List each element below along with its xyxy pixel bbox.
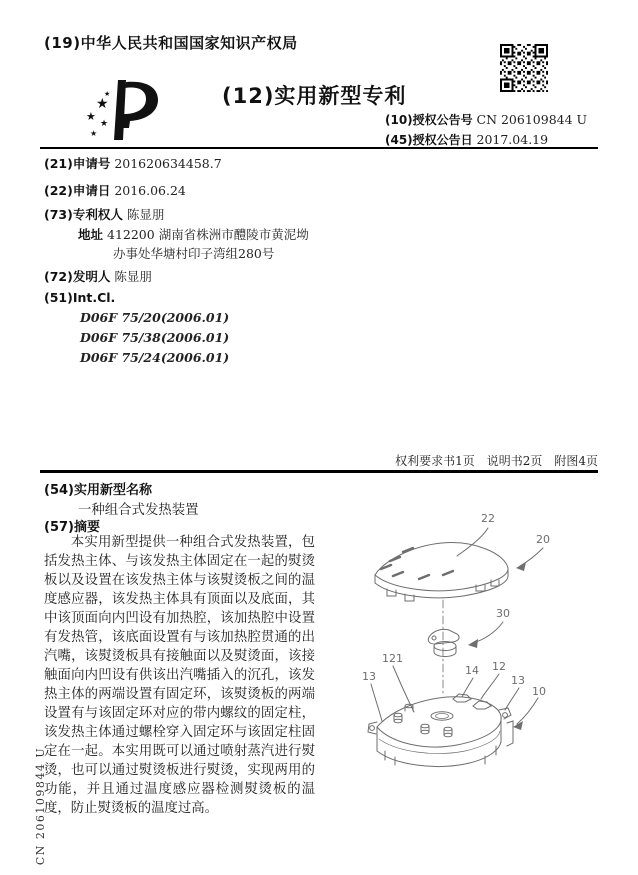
patentee-value: 陈显朋 xyxy=(126,207,165,222)
header-divider xyxy=(40,147,598,149)
intcl-label: (51)Int.Cl. xyxy=(44,290,116,305)
application-date-row xyxy=(44,181,186,199)
classification-3: D06F 75/24(2006.01) xyxy=(80,350,230,365)
margin-document-number: CN 206109844 U xyxy=(34,746,47,866)
publication-date-label: (45)授权公告日 xyxy=(385,133,473,147)
application-date-label: (22)申请日 xyxy=(44,183,111,198)
pages-summary: 权利要求书1页 说明书2页 附图4页 xyxy=(395,454,598,468)
figure-ref-label-12: 12 xyxy=(492,660,506,673)
figure-ref-label-13-right: 13 xyxy=(511,674,525,687)
section-divider xyxy=(40,470,598,473)
figure-ref-label-121: 121 xyxy=(382,652,403,665)
classification-1: D06F 75/20(2006.01) xyxy=(80,310,230,325)
publication-block xyxy=(385,110,587,150)
figure-ref-label-22: 22 xyxy=(481,512,495,525)
svg-text:★: ★ xyxy=(100,119,109,129)
patentee-row xyxy=(44,205,164,223)
figure-ref-label-20: 20 xyxy=(536,533,550,546)
svg-text:★: ★ xyxy=(104,90,111,98)
publication-number-label: (10)授权公告号 xyxy=(385,113,473,127)
application-date-value: 2016.06.24 xyxy=(114,183,186,198)
application-number-value: 201620634458.7 xyxy=(114,156,222,171)
publication-date-value: 2017.04.19 xyxy=(476,132,549,147)
publication-number-value: CN 206109844 U xyxy=(476,112,588,127)
classification-2: D06F 75/38(2006.01) xyxy=(80,330,230,345)
application-number-label: (21)申请号 xyxy=(44,156,111,171)
address-row-2 xyxy=(113,244,274,262)
inventor-label: (72)发明人 xyxy=(44,269,111,284)
svg-text:★: ★ xyxy=(96,96,109,112)
issuing-office: (19)中华人民共和国国家知识产权局 xyxy=(44,34,298,52)
svg-text:★: ★ xyxy=(90,129,98,138)
qr-code-icon xyxy=(500,44,548,92)
document-type-title: (12)实用新型专利 xyxy=(222,84,407,108)
figure-ref-label-13-left: 13 xyxy=(362,670,376,683)
publication-number-row xyxy=(385,110,587,130)
cnipa-logo-icon xyxy=(66,78,176,146)
address-line1: 412200 湖南省株洲市醴陵市黄泥坳 xyxy=(107,227,309,242)
svg-text:★: ★ xyxy=(86,110,96,123)
invention-title: 一种组合式发热装置 xyxy=(78,503,199,518)
inventor-value: 陈显朋 xyxy=(114,269,152,284)
title-section-label: (54)实用新型名称 xyxy=(44,483,152,498)
abstract-text: 本实用新型提供一种组合式发热装置，包括发热主体、与该发热主体固定在一起的熨烫板以及设置在该发热主体与该熨烫板之间的温度感应器，该发热主体具有顶面以及底面，其中该顶面向内凹设有加热腔，该加热腔中设置有发热管，该底面设置有与该加热腔贯通的出汽嘴，该熨烫板具有接触面以及熨烫面，该接触面向内凹设有供该出汽嘴插入的沉孔，该发热主体的两端设置有固定环，该熨烫板的两端设置有与该固定环对应的带内螺纹的固定柱，该发热主体通过螺栓穿入固定环与该固定柱固定在一起。本实用既可以通过喷射蒸汽进行熨烫，也可以通过熨烫板进行熨烫，实现两用的功能，并且通过温度感应器检测熨烫板的温度，防止熨烫板的温度过高。 xyxy=(44,535,315,816)
address-row-1 xyxy=(78,225,309,243)
address-line2: 办事处华塘村印子湾组280号 xyxy=(113,246,275,261)
figure-ref-label-10: 10 xyxy=(532,685,546,698)
address-label: 地址 xyxy=(78,227,104,242)
inventor-row xyxy=(44,267,152,285)
abstract-section-label: (57)摘要 xyxy=(44,520,100,535)
application-number-row xyxy=(44,154,222,172)
intcl-row xyxy=(44,290,115,305)
figure-ref-label-30: 30 xyxy=(496,607,510,620)
patent-figure xyxy=(335,488,635,818)
figure-ref-label-14: 14 xyxy=(465,664,479,677)
patentee-label: (73)专利权人 xyxy=(44,207,123,222)
